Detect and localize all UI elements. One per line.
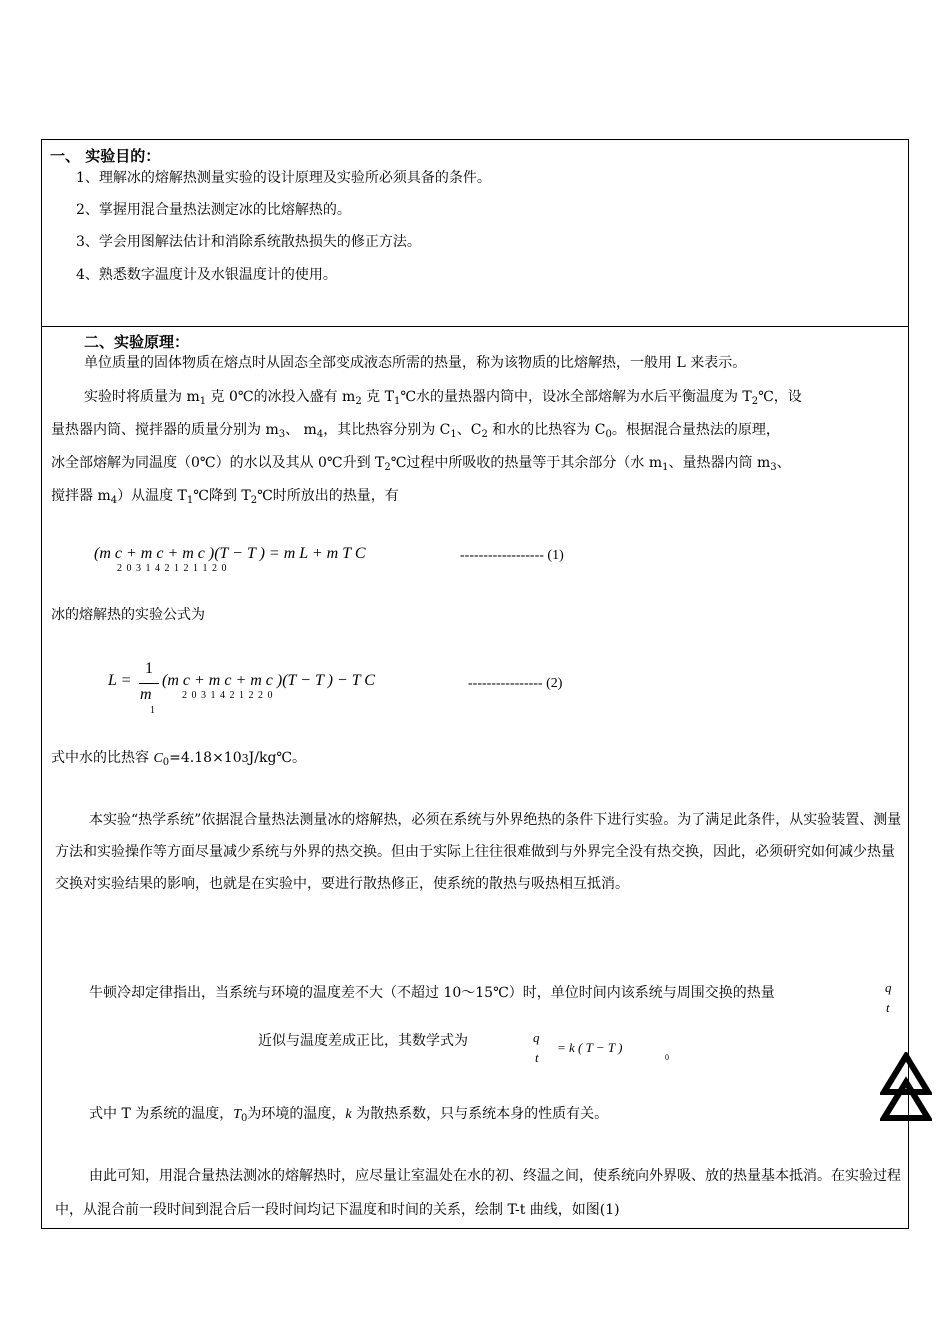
principle-paragraph-1: 单位质量的固体物质在熔点时从固态全部变成液态所需的热量，称为该物质的比熔解热，一般用 L 来表示。	[84, 355, 747, 371]
experimental-formula-intro: 冰的熔解热的实验公式为	[51, 607, 205, 623]
equation-2-numerator: 1	[145, 660, 153, 677]
fraction-bar	[139, 683, 159, 684]
principle-paragraph-2-line-1: 实验时将质量为 $m_1$ 克 0℃的冰投入盛有 $m_2$ 克 $T_1℃$水的量热器内筒中，设冰全部熔解为水后平衡温度为 $T_2℃$，设	[84, 389, 802, 407]
newton-formula-subscript: 0	[665, 1053, 669, 1062]
objective-item-2: 2、掌握用混合量热法测定冰的比熔解热的。	[76, 202, 351, 218]
principle-paragraph-2-line-4: 搅拌器 $m_4$）从温度 $T_1℃$降到 $T_2℃$时所放出的热量，有	[51, 488, 399, 506]
equation-2-lhs: L =	[108, 672, 132, 689]
equation-2-denominator: m	[140, 686, 152, 703]
equation-2-label: ---------------- (2)	[468, 676, 563, 691]
newton-cooling-line-1: 牛顿冷却定律指出，当系统与环境的温度差不大（不超过 10～15℃）时，单位时间内该系统与周围交换的热量	[89, 985, 775, 1001]
principle-paragraph-2-line-3: 冰全部熔解为同温度（0℃）的水以及其从 0℃升到 $T_2℃$过程中所吸收的热量等于其余部分（水 $m_1$、量热器内筒 $m_3$、	[51, 455, 791, 473]
triangle-logo-icon	[880, 1052, 932, 1124]
principle-paragraph-2-line-2: 量热器内筒、搅拌器的质量分别为 $m_3$、 $m_4$，其比热容分别为 $C_1$、$C_2$ 和水的比热容为 $C_0$。根据混合量热法的原理，	[51, 422, 780, 440]
equation-1-subscripts: 2 0 3 1 4 2 1 2 1 1 2 0	[117, 563, 228, 574]
principle-paragraph-5: 本实验“热学系统”依据混合量热法测量冰的熔解热，必须在系统与外界绝热的条件下进行实验。为了满足此条件，从实验装置、测量方法和实验操作等方面尽量减少系统与外界的热交换。但由于实际上往往很难做到与外界完全没有热交换，因此，必须研究如何减少热量交换对实验结果的影响，也就是在实验中，要进行散热修正，使系统的散热与吸热相互抵消。	[55, 812, 902, 892]
section1-heading: 一、 实验目的：	[50, 147, 161, 165]
table-row-divider	[42, 326, 908, 327]
principle-paragraph-8: 由此可知，用混合量热法测冰的熔解热时，应尽量让室温处在水的初、终温之间，使系统向外界吸、放的热量基本抵消。在实验过程中，从混合前一段时间到混合后一段时间均记下温度和时间的关系，绘制 T-t 曲线，如图(1)	[55, 1168, 901, 1218]
objective-item-3: 3、学会用图解法估计和消除系统散热损失的修正方法。	[76, 234, 421, 250]
objective-item-4: 4、熟悉数字温度计及水银温度计的使用。	[76, 267, 337, 283]
formula-q-symbol: q	[533, 1030, 540, 1045]
equation-1-label: ------------------ (1)	[460, 548, 564, 563]
newton-t-symbol: t	[886, 1000, 890, 1015]
newton-cooling-line-2: 近似与温度差成正比，其数学式为	[258, 1033, 468, 1049]
equation-2-denominator-subscript: 1	[150, 705, 156, 716]
water-specific-heat-note: 式中水的比热容 $C_0=4.18\times 103J/kg℃$。	[51, 750, 307, 768]
formula-t-symbol: t	[535, 1050, 539, 1065]
section2-heading: 二、实验原理：	[84, 333, 190, 351]
objective-item-1: 1、理解冰的熔解热测量实验的设计原理及实验所必须具备的条件。	[76, 170, 491, 186]
equation-2-subscripts: 2 0 3 1 4 2 1 2 2 0	[182, 690, 274, 701]
newton-formula: = k ( T − T )	[557, 1040, 623, 1055]
principle-paragraph-7: 式中 T 为系统的温度，$T_0$为环境的温度，k 为散热系数，只与系统本身的性质有关。	[89, 1106, 609, 1124]
newton-q-symbol: q	[885, 980, 892, 995]
equation-1: (m c + m c + m c )(T − T ) = m L + m T C	[94, 545, 366, 562]
equation-2: (m c + m c + m c )(T − T ) − T C	[162, 672, 375, 689]
